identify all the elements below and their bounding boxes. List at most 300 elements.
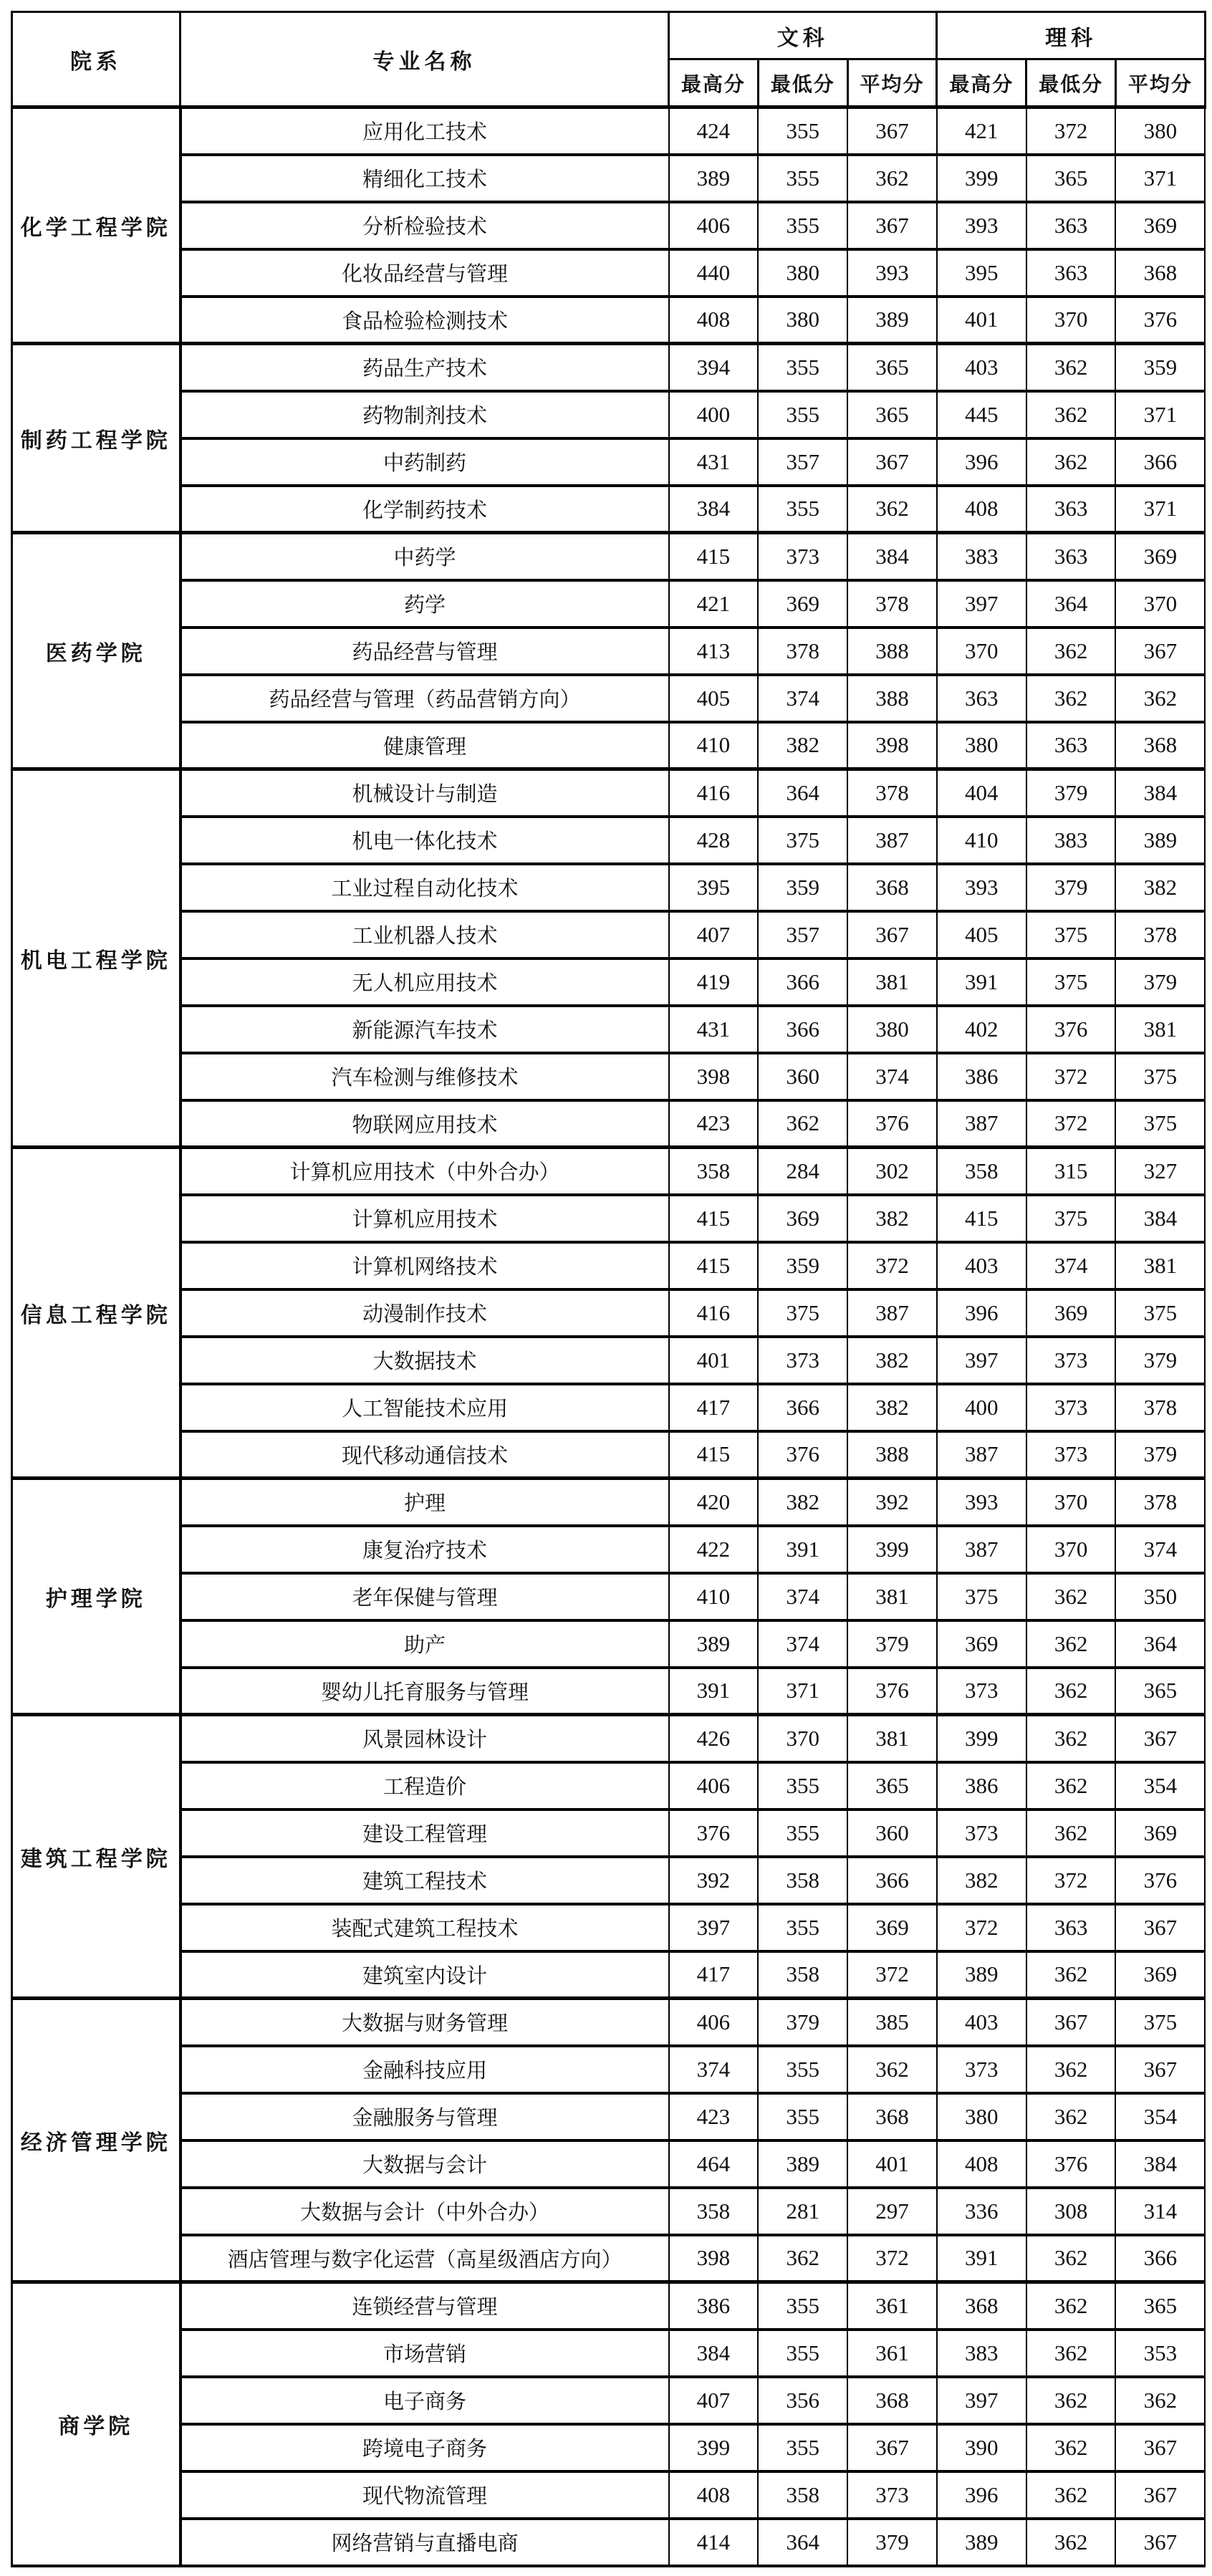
department-name: 护理学院	[12, 1479, 181, 1715]
arts-min-score: 355	[758, 391, 847, 438]
science-min-score: 383	[1026, 817, 1116, 864]
science-min-score: 375	[1026, 1195, 1116, 1242]
header-arts-avg: 平均分	[847, 59, 937, 107]
science-max-score: 396	[937, 1289, 1026, 1337]
arts-min-score: 355	[758, 2282, 847, 2330]
arts-max-score: 384	[669, 486, 759, 533]
table-row	[12, 297, 1206, 344]
science-avg-score: 362	[1115, 2377, 1205, 2424]
arts-max-score: 415	[669, 1431, 759, 1479]
science-avg-score: 366	[1115, 438, 1205, 486]
science-avg-score: 374	[1115, 1526, 1205, 1573]
arts-max-score: 406	[669, 1762, 759, 1810]
major-name: 大数据与财务管理	[181, 1999, 669, 2046]
arts-min-score: 370	[758, 1715, 847, 1762]
arts-avg-score: 365	[847, 1762, 937, 1810]
table-row	[12, 202, 1206, 249]
arts-avg-score: 382	[847, 1195, 937, 1242]
arts-min-score: 355	[758, 107, 847, 155]
science-avg-score: 378	[1115, 911, 1205, 958]
arts-avg-score: 372	[847, 2235, 937, 2282]
arts-max-score: 391	[669, 1668, 759, 1715]
science-avg-score: 384	[1115, 1195, 1205, 1242]
science-avg-score: 375	[1115, 1289, 1205, 1337]
major-name: 中药制药	[181, 438, 669, 486]
arts-min-score: 355	[758, 2330, 847, 2377]
major-name: 化学制药技术	[181, 486, 669, 533]
major-name: 药品经营与管理	[181, 628, 669, 675]
table-row	[12, 580, 1206, 628]
table-row	[12, 1999, 1206, 2046]
table-row	[12, 958, 1206, 1006]
arts-avg-score: 372	[847, 1242, 937, 1289]
arts-avg-score: 382	[847, 1337, 937, 1384]
arts-max-score: 410	[669, 1573, 759, 1620]
arts-avg-score: 388	[847, 628, 937, 675]
science-min-score: 375	[1026, 958, 1116, 1006]
header-major: 专业名称	[181, 12, 669, 107]
table-row	[12, 1195, 1206, 1242]
science-avg-score: 384	[1115, 2140, 1205, 2188]
science-min-score: 362	[1026, 2282, 1116, 2330]
science-min-score: 362	[1026, 1715, 1116, 1762]
table-row	[12, 2282, 1206, 2330]
major-name: 精细化工技术	[181, 155, 669, 202]
science-avg-score: 350	[1115, 1573, 1205, 1620]
table-header	[12, 12, 1206, 107]
science-min-score: 373	[1026, 1431, 1116, 1479]
table-row	[12, 155, 1206, 202]
science-min-score: 375	[1026, 911, 1116, 958]
science-min-score: 362	[1026, 1951, 1116, 1999]
science-min-score: 362	[1026, 1762, 1116, 1810]
science-max-score: 397	[937, 2377, 1026, 2424]
arts-avg-score: 361	[847, 2282, 937, 2330]
department-name: 机电工程学院	[12, 769, 181, 1148]
science-max-score: 380	[937, 2093, 1026, 2140]
header-science-max: 最高分	[937, 59, 1026, 107]
major-name: 健康管理	[181, 722, 669, 769]
arts-avg-score: 368	[847, 2377, 937, 2424]
arts-avg-score: 399	[847, 1526, 937, 1573]
science-min-score: 362	[1026, 2471, 1116, 2519]
science-avg-score: 381	[1115, 1242, 1205, 1289]
science-min-score: 362	[1026, 2093, 1116, 2140]
science-min-score: 362	[1026, 344, 1116, 391]
arts-min-score: 281	[758, 2188, 847, 2235]
table-row	[12, 1431, 1206, 1479]
arts-max-score: 389	[669, 1620, 759, 1668]
science-min-score: 363	[1026, 533, 1116, 580]
arts-avg-score: 365	[847, 391, 937, 438]
major-name: 机械设计与制造	[181, 769, 669, 817]
arts-max-score: 424	[669, 107, 759, 155]
science-min-score: 363	[1026, 249, 1116, 297]
major-name: 建设工程管理	[181, 1810, 669, 1857]
science-max-score: 382	[937, 1857, 1026, 1904]
arts-min-score: 355	[758, 2424, 847, 2471]
arts-max-score: 423	[669, 2093, 759, 2140]
arts-max-score: 407	[669, 2377, 759, 2424]
science-max-score: 387	[937, 1431, 1026, 1479]
arts-max-score: 374	[669, 2046, 759, 2093]
arts-max-score: 397	[669, 1904, 759, 1951]
table-row	[12, 864, 1206, 911]
table-row	[12, 1053, 1206, 1100]
table-row	[12, 722, 1206, 769]
science-min-score: 363	[1026, 722, 1116, 769]
science-max-score: 389	[937, 2519, 1026, 2566]
arts-avg-score: 361	[847, 2330, 937, 2377]
science-avg-score: 375	[1115, 1100, 1205, 1148]
arts-avg-score: 387	[847, 1289, 937, 1337]
table-row	[12, 911, 1206, 958]
science-min-score: 308	[1026, 2188, 1116, 2235]
arts-avg-score: 368	[847, 864, 937, 911]
arts-min-score: 355	[758, 344, 847, 391]
arts-max-score: 398	[669, 2235, 759, 2282]
science-min-score: 370	[1026, 1479, 1116, 1526]
arts-avg-score: 374	[847, 1053, 937, 1100]
science-avg-score: 362	[1115, 675, 1205, 722]
department-name: 医药学院	[12, 533, 181, 769]
arts-avg-score: 372	[847, 1951, 937, 1999]
arts-max-score: 408	[669, 2471, 759, 2519]
table-row	[12, 1006, 1206, 1053]
science-avg-score: 384	[1115, 769, 1205, 817]
table-row	[12, 817, 1206, 864]
arts-max-score: 426	[669, 1715, 759, 1762]
science-min-score: 367	[1026, 1999, 1116, 2046]
science-avg-score: 354	[1115, 2093, 1205, 2140]
table-row	[12, 1951, 1206, 1999]
arts-min-score: 355	[758, 2093, 847, 2140]
table-row	[12, 1810, 1206, 1857]
arts-min-score: 373	[758, 1337, 847, 1384]
table-row	[12, 438, 1206, 486]
arts-max-score: 400	[669, 391, 759, 438]
table-row	[12, 2140, 1206, 2188]
arts-max-score: 410	[669, 722, 759, 769]
science-avg-score: 389	[1115, 817, 1205, 864]
science-max-score: 363	[937, 675, 1026, 722]
science-max-score: 403	[937, 1242, 1026, 1289]
arts-min-score: 373	[758, 533, 847, 580]
science-avg-score: 367	[1115, 2519, 1205, 2566]
table-row	[12, 107, 1206, 155]
arts-max-score: 395	[669, 864, 759, 911]
science-min-score: 362	[1026, 1620, 1116, 1668]
science-max-score: 404	[937, 769, 1026, 817]
science-avg-score: 369	[1115, 202, 1205, 249]
arts-max-score: 358	[669, 1148, 759, 1195]
department-name: 化学工程学院	[12, 107, 181, 344]
science-min-score: 379	[1026, 864, 1116, 911]
science-min-score: 372	[1026, 1053, 1116, 1100]
table-body	[12, 107, 1206, 2566]
science-max-score: 393	[937, 202, 1026, 249]
table-row	[12, 1100, 1206, 1148]
major-name: 护理	[181, 1479, 669, 1526]
science-avg-score: 378	[1115, 1479, 1205, 1526]
arts-max-score: 440	[669, 249, 759, 297]
science-avg-score: 376	[1115, 1857, 1205, 1904]
arts-max-score: 423	[669, 1100, 759, 1148]
science-max-score: 370	[937, 628, 1026, 675]
major-name: 汽车检测与维修技术	[181, 1053, 669, 1100]
department-name: 建筑工程学院	[12, 1715, 181, 1999]
science-avg-score: 369	[1115, 1810, 1205, 1857]
arts-min-score: 364	[758, 2519, 847, 2566]
science-max-score: 410	[937, 817, 1026, 864]
arts-avg-score: 381	[847, 958, 937, 1006]
arts-avg-score: 362	[847, 2046, 937, 2093]
arts-min-score: 359	[758, 864, 847, 911]
table-row	[12, 1857, 1206, 1904]
science-max-score: 383	[937, 2330, 1026, 2377]
arts-min-score: 355	[758, 1904, 847, 1951]
major-name: 金融科技应用	[181, 2046, 669, 2093]
science-min-score: 372	[1026, 107, 1116, 155]
science-avg-score: 381	[1115, 1006, 1205, 1053]
major-name: 大数据与会计	[181, 2140, 669, 2188]
major-name: 分析检验技术	[181, 202, 669, 249]
major-name: 建筑室内设计	[181, 1951, 669, 1999]
science-max-score: 383	[937, 533, 1026, 580]
science-max-score: 401	[937, 297, 1026, 344]
arts-min-score: 366	[758, 958, 847, 1006]
science-min-score: 362	[1026, 2519, 1116, 2566]
arts-max-score: 419	[669, 958, 759, 1006]
arts-min-score: 356	[758, 2377, 847, 2424]
table-row	[12, 1479, 1206, 1526]
science-min-score: 376	[1026, 1006, 1116, 1053]
science-avg-score: 379	[1115, 1337, 1205, 1384]
science-avg-score: 382	[1115, 864, 1205, 911]
science-avg-score: 367	[1115, 1904, 1205, 1951]
arts-max-score: 415	[669, 1195, 759, 1242]
science-min-score: 363	[1026, 202, 1116, 249]
arts-min-score: 375	[758, 1289, 847, 1337]
science-max-score: 396	[937, 2471, 1026, 2519]
major-name: 物联网应用技术	[181, 1100, 669, 1148]
arts-min-score: 358	[758, 2471, 847, 2519]
table-row	[12, 1526, 1206, 1573]
arts-avg-score: 385	[847, 1999, 937, 2046]
major-name: 药物制剂技术	[181, 391, 669, 438]
department-name: 信息工程学院	[12, 1148, 181, 1479]
arts-max-score: 421	[669, 580, 759, 628]
major-name: 大数据与会计（中外合办）	[181, 2188, 669, 2235]
arts-avg-score: 387	[847, 817, 937, 864]
arts-max-score: 464	[669, 2140, 759, 2188]
arts-avg-score: 368	[847, 2093, 937, 2140]
science-max-score: 390	[937, 2424, 1026, 2471]
science-max-score: 445	[937, 391, 1026, 438]
science-max-score: 373	[937, 1668, 1026, 1715]
major-name: 药品生产技术	[181, 344, 669, 391]
arts-min-score: 379	[758, 1999, 847, 2046]
science-max-score: 380	[937, 722, 1026, 769]
major-name: 助产	[181, 1620, 669, 1668]
science-max-score: 373	[937, 1810, 1026, 1857]
major-name: 跨境电子商务	[181, 2424, 669, 2471]
arts-avg-score: 362	[847, 486, 937, 533]
arts-min-score: 389	[758, 2140, 847, 2188]
table-row	[12, 344, 1206, 391]
table-row	[12, 249, 1206, 297]
table-row	[12, 2188, 1206, 2235]
science-avg-score: 378	[1115, 1384, 1205, 1431]
science-min-score: 373	[1026, 1337, 1116, 1384]
arts-max-score: 416	[669, 1289, 759, 1337]
arts-avg-score: 381	[847, 1573, 937, 1620]
science-max-score: 386	[937, 1762, 1026, 1810]
science-min-score: 362	[1026, 438, 1116, 486]
table-row	[12, 769, 1206, 817]
major-name: 电子商务	[181, 2377, 669, 2424]
arts-min-score: 358	[758, 1951, 847, 1999]
science-min-score: 369	[1026, 1289, 1116, 1337]
table-row	[12, 1242, 1206, 1289]
arts-avg-score: 367	[847, 911, 937, 958]
science-min-score: 362	[1026, 1810, 1116, 1857]
arts-min-score: 362	[758, 2235, 847, 2282]
table-row	[12, 1337, 1206, 1384]
science-max-score: 336	[937, 2188, 1026, 2235]
table-row	[12, 1148, 1206, 1195]
science-max-score: 391	[937, 2235, 1026, 2282]
arts-min-score: 355	[758, 155, 847, 202]
arts-max-score: 406	[669, 1999, 759, 2046]
arts-avg-score: 302	[847, 1148, 937, 1195]
major-name: 婴幼儿托育服务与管理	[181, 1668, 669, 1715]
arts-avg-score: 378	[847, 769, 937, 817]
major-name: 机电一体化技术	[181, 817, 669, 864]
science-avg-score: 379	[1115, 958, 1205, 1006]
arts-avg-score: 360	[847, 1810, 937, 1857]
table-row	[12, 1573, 1206, 1620]
arts-avg-score: 382	[847, 1384, 937, 1431]
arts-avg-score: 379	[847, 2519, 937, 2566]
arts-min-score: 380	[758, 249, 847, 297]
science-max-score: 399	[937, 155, 1026, 202]
arts-avg-score: 401	[847, 2140, 937, 2188]
arts-max-score: 420	[669, 1479, 759, 1526]
table-row	[12, 2519, 1206, 2566]
arts-min-score: 357	[758, 438, 847, 486]
arts-max-score: 413	[669, 628, 759, 675]
table-row	[12, 2424, 1206, 2471]
header-arts: 文科	[669, 12, 937, 59]
arts-max-score: 415	[669, 533, 759, 580]
science-min-score: 364	[1026, 580, 1116, 628]
arts-min-score: 362	[758, 1100, 847, 1148]
science-max-score: 405	[937, 911, 1026, 958]
arts-max-score: 386	[669, 2282, 759, 2330]
arts-avg-score: 398	[847, 722, 937, 769]
arts-max-score: 389	[669, 155, 759, 202]
science-avg-score: 368	[1115, 249, 1205, 297]
arts-max-score: 416	[669, 769, 759, 817]
arts-avg-score: 362	[847, 155, 937, 202]
arts-avg-score: 367	[847, 107, 937, 155]
science-max-score: 389	[937, 1951, 1026, 1999]
science-avg-score: 365	[1115, 1668, 1205, 1715]
arts-min-score: 391	[758, 1526, 847, 1573]
arts-avg-score: 392	[847, 1479, 937, 1526]
table-row	[12, 533, 1206, 580]
arts-min-score: 382	[758, 722, 847, 769]
major-name: 新能源汽车技术	[181, 1006, 669, 1053]
arts-avg-score: 388	[847, 1431, 937, 1479]
major-name: 市场营销	[181, 2330, 669, 2377]
major-name: 康复治疗技术	[181, 1526, 669, 1573]
science-avg-score: 367	[1115, 2471, 1205, 2519]
arts-max-score: 399	[669, 2424, 759, 2471]
arts-min-score: 382	[758, 1479, 847, 1526]
major-name: 计算机应用技术	[181, 1195, 669, 1242]
science-avg-score: 367	[1115, 2424, 1205, 2471]
science-min-score: 362	[1026, 2377, 1116, 2424]
arts-min-score: 369	[758, 1195, 847, 1242]
arts-max-score: 394	[669, 344, 759, 391]
science-avg-score: 379	[1115, 1431, 1205, 1479]
science-max-score: 408	[937, 2140, 1026, 2188]
header-science: 理科	[937, 12, 1205, 59]
science-max-score: 373	[937, 2046, 1026, 2093]
table-row	[12, 486, 1206, 533]
header-arts-min: 最低分	[758, 59, 847, 107]
arts-min-score: 364	[758, 769, 847, 817]
science-avg-score: 354	[1115, 1762, 1205, 1810]
science-avg-score: 367	[1115, 628, 1205, 675]
major-name: 工程造价	[181, 1762, 669, 1810]
major-name: 老年保健与管理	[181, 1573, 669, 1620]
arts-max-score: 392	[669, 1857, 759, 1904]
science-max-score: 368	[937, 2282, 1026, 2330]
department-name: 商学院	[12, 2282, 181, 2566]
science-min-score: 362	[1026, 628, 1116, 675]
major-name: 食品检验检测技术	[181, 297, 669, 344]
science-avg-score: 369	[1115, 1951, 1205, 1999]
table-row	[12, 2235, 1206, 2282]
major-name: 工业机器人技术	[181, 911, 669, 958]
arts-avg-score: 369	[847, 1904, 937, 1951]
arts-avg-score: 380	[847, 1006, 937, 1053]
arts-max-score: 431	[669, 438, 759, 486]
arts-avg-score: 367	[847, 2424, 937, 2471]
major-name: 中药学	[181, 533, 669, 580]
arts-min-score: 378	[758, 628, 847, 675]
major-name: 化妆品经营与管理	[181, 249, 669, 297]
science-max-score: 421	[937, 107, 1026, 155]
arts-max-score: 408	[669, 297, 759, 344]
science-avg-score: 367	[1115, 1715, 1205, 1762]
arts-avg-score: 376	[847, 1668, 937, 1715]
science-avg-score: 367	[1115, 2046, 1205, 2093]
major-name: 药学	[181, 580, 669, 628]
science-min-score: 362	[1026, 675, 1116, 722]
science-min-score: 362	[1026, 2424, 1116, 2471]
major-name: 现代物流管理	[181, 2471, 669, 2519]
science-min-score: 376	[1026, 2140, 1116, 2188]
major-name: 现代移动通信技术	[181, 1431, 669, 1479]
arts-min-score: 374	[758, 1620, 847, 1668]
science-avg-score: 364	[1115, 1620, 1205, 1668]
science-min-score: 374	[1026, 1242, 1116, 1289]
arts-max-score: 431	[669, 1006, 759, 1053]
